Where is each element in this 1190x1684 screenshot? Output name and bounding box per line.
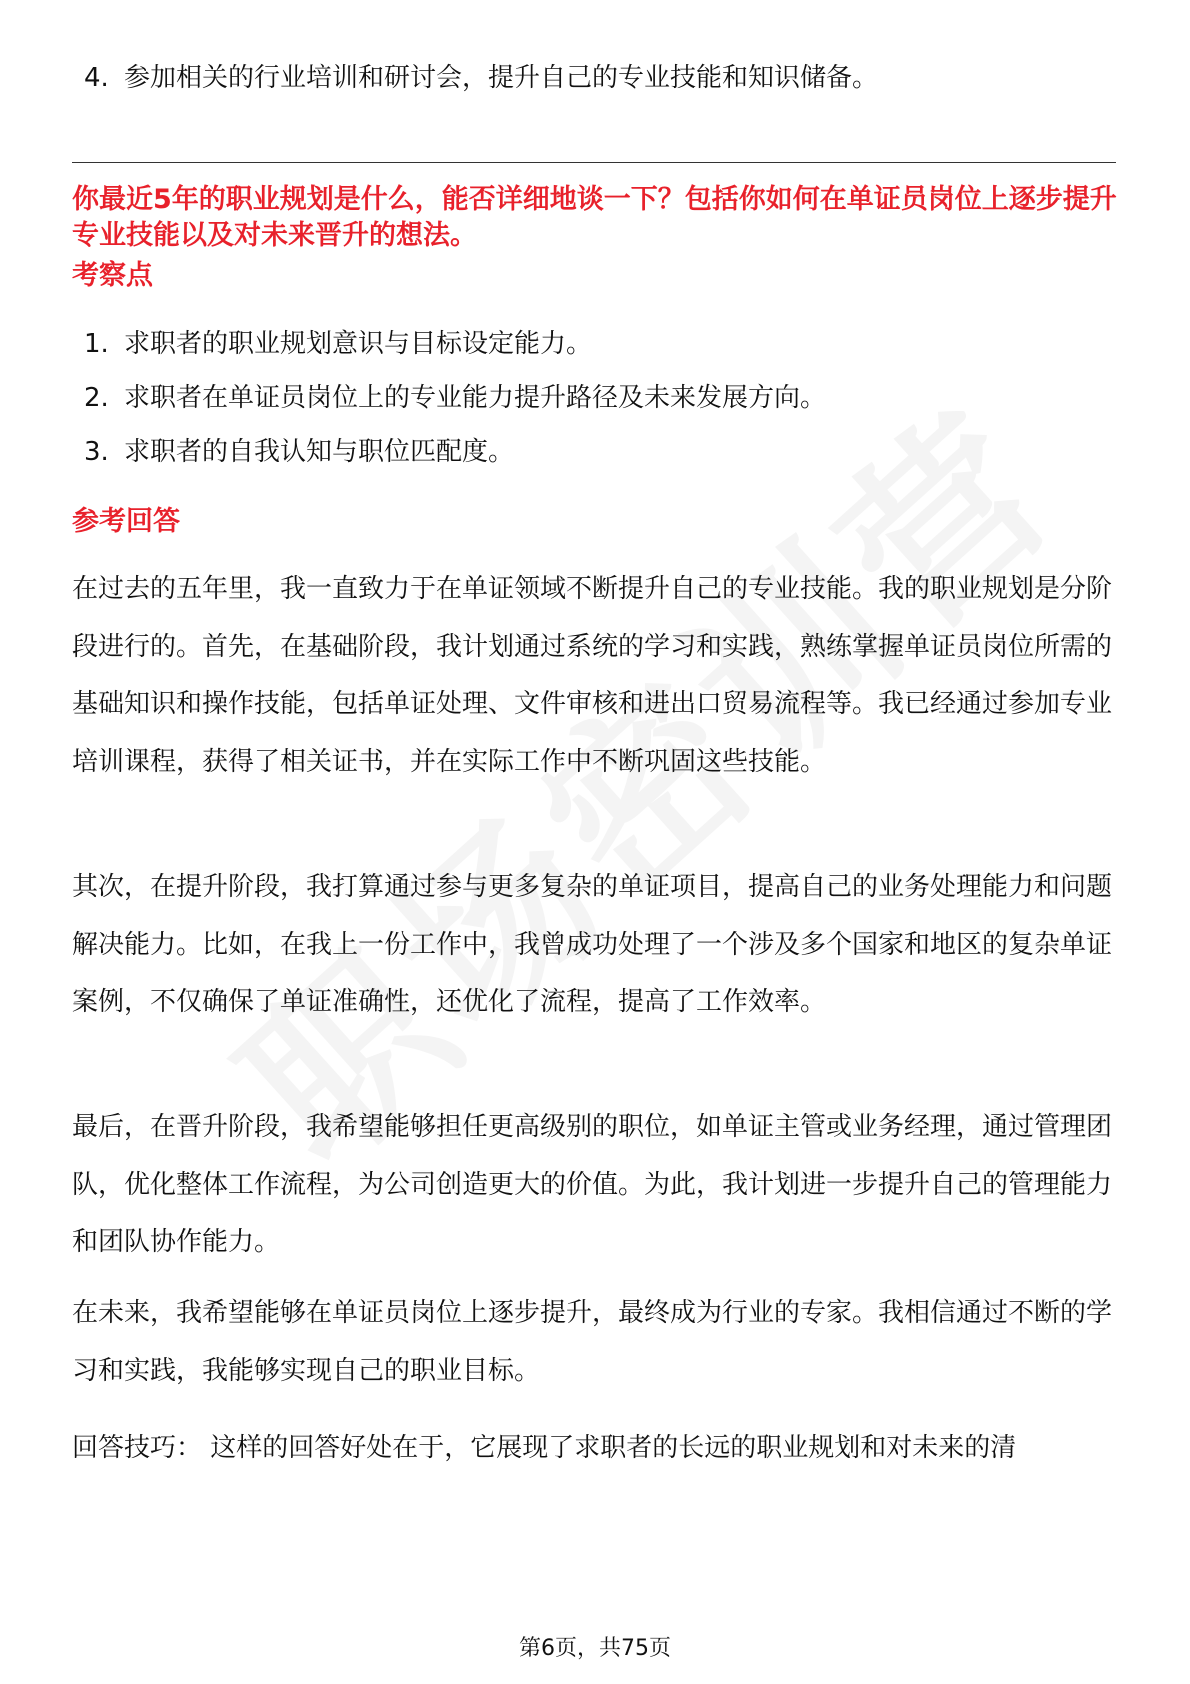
list-text: 求职者在单证员岗位上的专业能力提升路径及未来发展方向。 xyxy=(124,383,827,413)
answer-paragraph: 在过去的五年里，我一直致力于在单证领域不断提升自己的专业技能。我的职业规划是分阶段进行的。首先，在基础阶段，我计划通过系统的学习和实践，熟练掌握单证员岗位所需的基础知识和操作技能，包括单证处理、文件审核和进出口贸易流程等。我已经通过参加专业培训课程，获得了相关证书，并在实际工作中不断巩固这些技能。 xyxy=(72,574,1113,777)
list-item xyxy=(84,60,878,96)
divider xyxy=(72,162,1116,163)
list-text: 参加相关的行业培训和研讨会，提升自己的专业技能和知识储备。 xyxy=(124,63,879,93)
answer-title: 参考回答 xyxy=(72,506,180,537)
list-text: 求职者的自我认知与职位匹配度。 xyxy=(124,437,515,467)
list-item xyxy=(84,434,514,470)
answer-paragraph: 其次，在提升阶段，我打算通过参与更多复杂的单证项目，提高自己的业务处理能力和问题解决能力。比如，在我上一份工作中，我曾成功处理了一个涉及多个国家和地区的复杂单证案例，不仅确保了单证准确性，还优化了流程，提高了工作效率。 xyxy=(72,872,1113,1017)
list-number: 4. xyxy=(84,63,109,93)
list-item xyxy=(84,326,592,362)
list-number: 1. xyxy=(84,329,109,359)
list-number: 2. xyxy=(84,383,109,413)
interview-question: 你最近5年的职业规划是什么，能否详细地谈一下？包括你如何在单证员岗位上逐步提升专业技能以及对未来晋升的想法。 xyxy=(72,184,1117,251)
list-number: 3. xyxy=(84,437,109,467)
answer-paragraph: 最后，在晋升阶段，我希望能够担任更高级别的职位，如单证主管或业务经理，通过管理团队，优化整体工作流程，为公司创造更大的价值。为此，我计划进一步提升自己的管理能力和团队协作能力。 xyxy=(72,1112,1113,1257)
list-text: 求职者的职业规划意识与目标设定能力。 xyxy=(124,329,593,359)
page-footer: 第6页，共75页 xyxy=(519,1636,671,1661)
answer-tip: 回答技巧： 这样的回答好处在于，它展现了求职者的长远的职业规划和对未来的清 xyxy=(72,1433,1017,1463)
answer-paragraph: 在未来，我希望能够在单证员岗位上逐步提升，最终成为行业的专家。我相信通过不断的学习和实践，我能够实现自己的职业目标。 xyxy=(72,1298,1113,1386)
assessment-title: 考察点 xyxy=(72,260,153,291)
list-item xyxy=(84,380,826,416)
